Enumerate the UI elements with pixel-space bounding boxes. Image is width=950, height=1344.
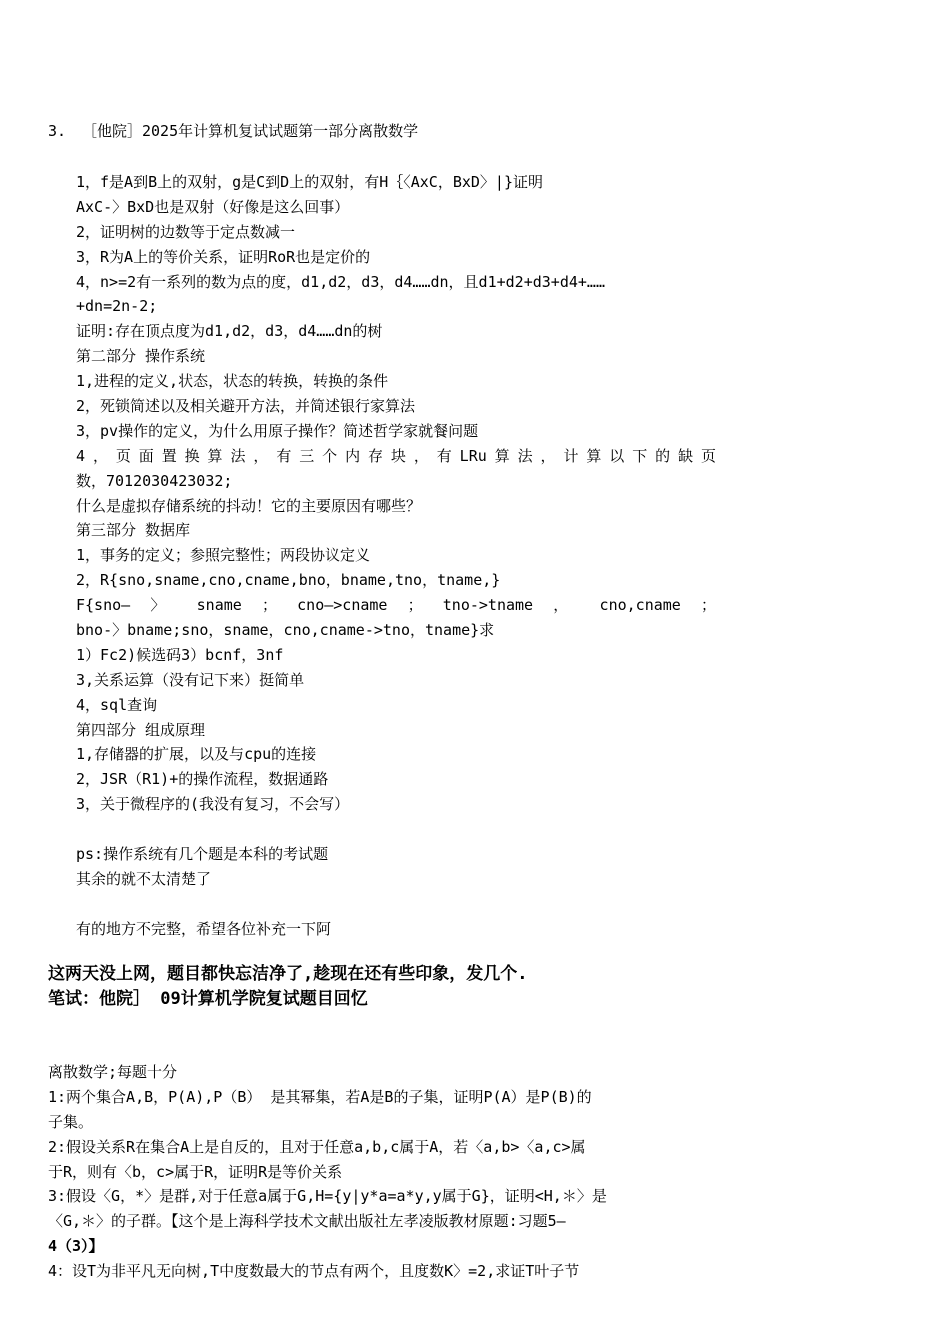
exam-section-two bbox=[48, 1060, 712, 1284]
text-line: 3,关系运算（没有记下来）挺简单 bbox=[76, 670, 305, 689]
text-line: 2，死锁简述以及相关避开方法，并简述银行家算法 bbox=[76, 397, 416, 416]
text-line: 数，7012030423032; bbox=[76, 471, 233, 490]
text-line: 有的地方不完整，希望各位补充一下阿 bbox=[76, 919, 332, 938]
bold-intro bbox=[48, 962, 527, 1012]
text-line: 1:两个集合A,B，P(A),P（B） 是其幂集，若A是B的子集，证明P(A）是P(B)的 bbox=[48, 1087, 592, 1106]
text-line: 4，页面置换算法，有三个内存块，有LRu算法，计算以下的缺页 bbox=[76, 446, 716, 465]
text-line: 2，R{sno,sname,cno,cname,bno，bname,tno，tname,} bbox=[76, 571, 501, 590]
part-heading: 第四部分 组成原理 bbox=[76, 720, 206, 739]
text-line: 4，n>=2有一系列的数为点的度，d1,d2，d3，d4……dn，且d1+d2+d3+d4+…… bbox=[76, 272, 605, 291]
text-line: 2，证明树的边数等于定点数减一 bbox=[76, 222, 296, 241]
text-line: 3:假设〈G，*〉是群,对于任意a属于G,H={y|y*a=a*y,y属于G}，证明<H,＊〉是 bbox=[48, 1187, 607, 1206]
text-line: bno-〉bname;sno，sname，cno,cname->tno，tname}求 bbox=[76, 621, 495, 640]
blank-line bbox=[76, 892, 716, 917]
heading-number: 3. bbox=[48, 122, 67, 140]
text-line: 1）Fc2)候选码3）bcnf，3nf bbox=[76, 645, 284, 664]
text-line: 1，f是A到B上的双射，g是C到D上的双射，有H｛〈AxC，BxD〉|}证明 bbox=[76, 173, 543, 191]
text-line: 子集。 bbox=[48, 1112, 94, 1131]
text-line: 2:假设关系R在集合A上是自反的，且对于任意a,b,c属于A，若〈a,b>〈a,c>属 bbox=[48, 1137, 586, 1156]
text-line: +dn=2n-2; bbox=[76, 297, 158, 316]
text-line: 3，pv操作的定义，为什么用原子操作？简述哲学家就餐问题 bbox=[76, 421, 479, 440]
text-line: AxC-〉BxD也是双射（好像是这么回事） bbox=[76, 197, 350, 216]
part-heading: 第三部分 数据库 bbox=[76, 521, 191, 540]
text-line: 1，事务的定义；参照完整性；两段协议定义 bbox=[76, 546, 371, 565]
text-line: 4，sql查询 bbox=[76, 695, 158, 714]
section-heading bbox=[48, 120, 418, 142]
exam-section-one bbox=[76, 170, 716, 942]
text-line: 2，JSR（R1)+的操作流程，数据通路 bbox=[76, 770, 329, 789]
text-line: 4：设T为非平凡无向树,T中度数最大的节点有两个，且度数K〉=2,求证T叶子节 bbox=[48, 1262, 580, 1281]
text-line: 什么是虚拟存储系统的抖动！它的主要原因有哪些？ bbox=[76, 496, 422, 515]
blank-line bbox=[76, 817, 716, 842]
part-heading: 第二部分 操作系统 bbox=[76, 347, 206, 366]
text-line: 1,进程的定义,状态，状态的转换，转换的条件 bbox=[76, 372, 389, 391]
text-line: 于R，则有〈b，c>属于R，证明R是等价关系 bbox=[48, 1162, 343, 1181]
heading-text: ［他院］2025年计算机复试试题第一部分离散数学 bbox=[82, 122, 419, 140]
text-line: 〈G,＊〉的子群。【这个是上海科学技术文献出版社左孝凌版教材原题:习题5— bbox=[48, 1212, 566, 1231]
part-heading: 离散数学;每题十分 bbox=[48, 1063, 178, 1081]
text-line: F{sno— 〉 sname ； cno—>cname ； tno->tname ， cno,cname ； bbox=[76, 596, 716, 615]
text-line: 3，R为A上的等价关系，证明RoR也是定价的 bbox=[76, 247, 371, 266]
text-line: 4（3）】 bbox=[48, 1237, 104, 1256]
text-line: 证明:存在顶点度为d1,d2，d3，d4……dn的树 bbox=[76, 322, 383, 341]
text-line: ps:操作系统有几个题是本科的考试题 bbox=[76, 845, 329, 864]
bold-line: 这两天没上网，题目都快忘洁净了,趁现在还有些印象，发几个. bbox=[48, 964, 528, 984]
text-line: 1,存储器的扩展，以及与cpu的连接 bbox=[76, 745, 317, 764]
bold-line: 笔试：他院］ 09计算机学院复试题目回忆 bbox=[48, 989, 368, 1009]
text-line: 其余的就不太清楚了 bbox=[76, 869, 212, 888]
text-line: 3，关于微程序的(我没有复习，不会写） bbox=[76, 795, 350, 814]
